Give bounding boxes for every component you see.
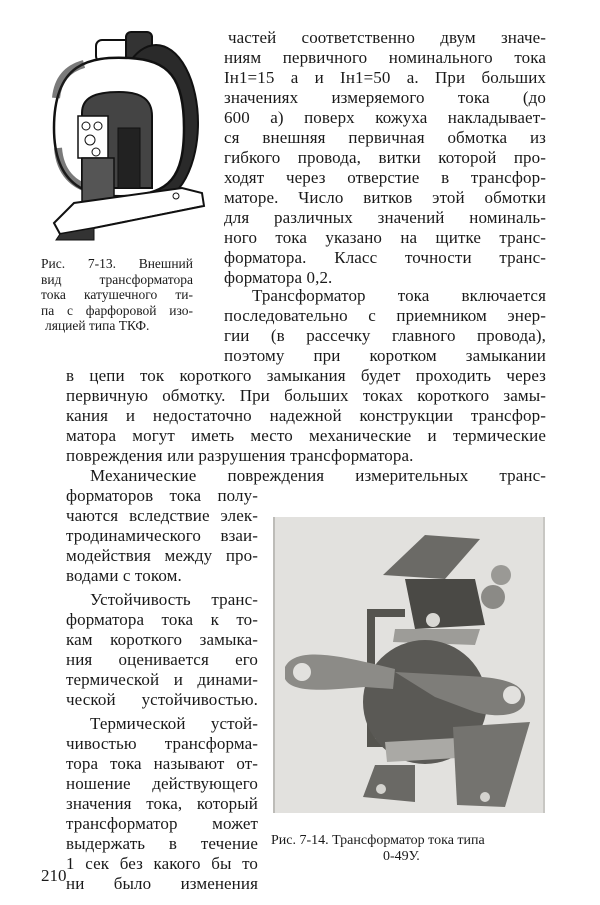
text-line: трансформатор может (66, 814, 258, 833)
text-line: форматоров тока полу- (66, 486, 258, 505)
caption-line: 0-49У. (383, 849, 420, 864)
text-line: тродинамического взаи- (66, 526, 258, 545)
paragraph-left-bottom (66, 486, 258, 894)
text-line: 600 а) поверх кожуха накладывает- (224, 108, 546, 127)
text-line: ходят через отверстие в трансфор- (224, 168, 546, 187)
text-line: форматора. Класс точности транс- (224, 248, 546, 267)
text-line: ся внешняя первичная обмотка из (224, 128, 546, 147)
caption-line: тока катушечного ти- (41, 287, 193, 302)
text-line: ношение действующего (66, 774, 258, 793)
text-line: повреждения или разрушения трансформатора. (66, 446, 414, 465)
text-line: гибкого провода, витки которой про- (224, 148, 546, 167)
text-line: водами с током. (66, 566, 182, 585)
caption-line: Рис. 7-14. Трансформатор тока типа (271, 833, 485, 848)
text-line: Механические повреждения измерительных транс- (90, 466, 546, 485)
text-line: форматора 0,2. (224, 268, 333, 287)
text-line: кания и недостаточно надежной конструкции трансфор- (66, 406, 546, 425)
text-line: чивостью трансформа- (66, 734, 258, 753)
text-line: маторе. Число витков этой обмотки (224, 188, 546, 207)
text-line: чаются вследствие элек- (66, 506, 258, 525)
text-line: ния оценивается его (66, 650, 258, 669)
text-line: для различных значений номиналь- (224, 208, 546, 227)
text-line: термической и динами- (66, 670, 258, 689)
text-line: Термической устой- (90, 714, 258, 733)
text-line: форматора тока к то- (66, 610, 258, 629)
text-line: ниям первичного номинального тока (224, 48, 546, 67)
text-line: последовательно с приемником энер- (224, 306, 546, 325)
text-line: Iн1=15 а и Iн1=50 а. При больших (224, 68, 546, 87)
transformer-drawing-icon (34, 18, 210, 243)
text-line: Устойчивость транс- (90, 590, 258, 609)
paragraph-right-second (224, 286, 546, 366)
text-line: поэтому при коротком замыкании (224, 346, 546, 365)
text-line: значения тока, который (66, 794, 258, 813)
text-line: матора могут иметь место механические и термические (66, 426, 546, 445)
text-line: гии (в рассечку главного провода), (224, 326, 546, 345)
caption-line: ляцией типа ТКФ. (45, 318, 150, 333)
caption-line: Рис. 7-13. Внешний (41, 256, 193, 271)
figure-7-13-image (34, 18, 210, 243)
text-line: первичную обмотку. При больших токах короткого замы- (66, 386, 546, 405)
text-line: 1 сек без какого бы то (66, 854, 258, 873)
text-line: ческой устойчивостью. (66, 690, 258, 709)
text-line: в цепи ток короткого замыкания будет проходить через (66, 366, 546, 385)
text-line: ного тока указано на щитке транс- (224, 228, 546, 247)
text-line: частей соответственно двум значе- (228, 28, 546, 47)
paragraph-full-width (66, 366, 546, 486)
text-line: ни было изменения (66, 874, 258, 893)
page-number: 210 (41, 866, 67, 885)
caption-line: па с фарфоровой изо- (41, 302, 193, 318)
paragraph-right-top (224, 28, 546, 288)
text-line: Трансформатор тока включается (252, 286, 546, 305)
transformer-photo-icon (275, 517, 543, 813)
text-line: модействия между про- (66, 546, 258, 565)
figure-7-14-image (273, 517, 545, 813)
caption-line: вид трансформатора (41, 271, 193, 287)
text-line: кам короткого замыка- (66, 630, 258, 649)
text-line: значениях измеряемого тока (до (224, 88, 546, 107)
text-line: выдержать в течение (66, 834, 258, 853)
text-line: тора тока называют от- (66, 754, 258, 773)
